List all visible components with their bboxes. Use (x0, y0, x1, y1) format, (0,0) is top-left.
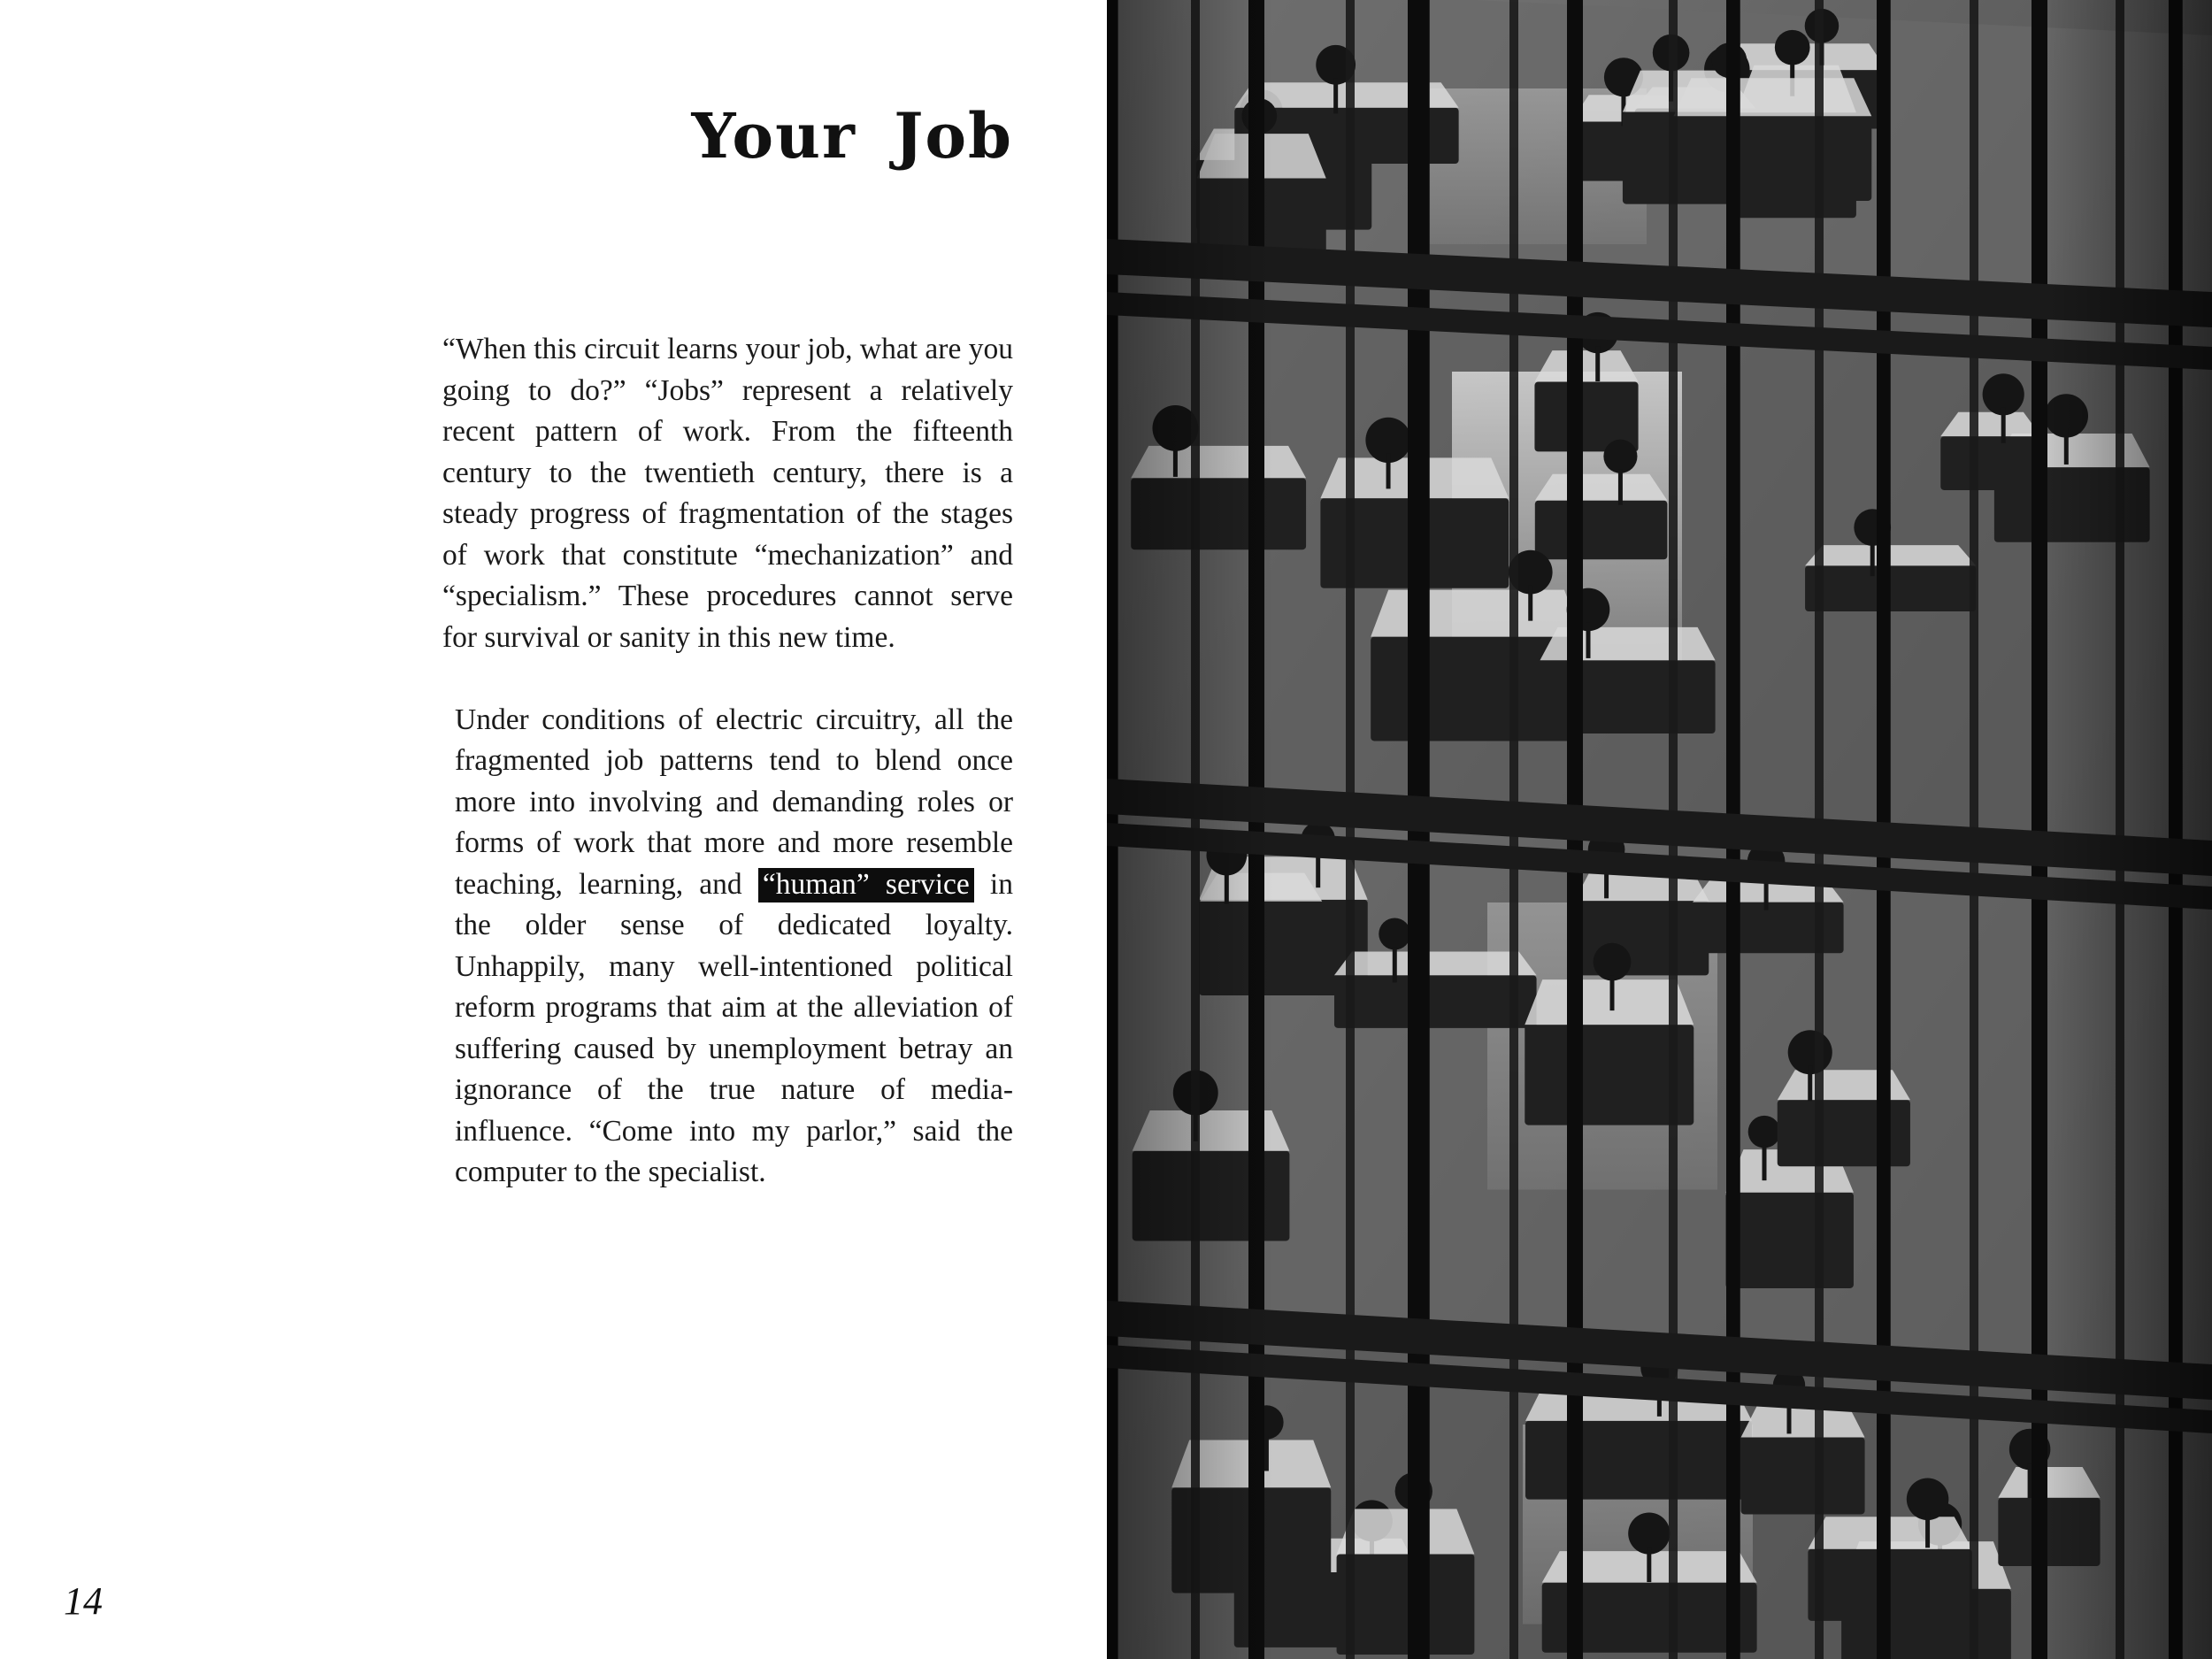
body-text (442, 329, 1013, 1194)
paragraph-2 (442, 700, 1013, 1194)
photo-illustration (1107, 0, 2212, 1659)
page-title: Your Job (691, 99, 1013, 173)
paragraph-2-tail: in the older sense of dedicated loyalty. Unhappily, many well-intentioned political reform programs that aim at the alleviation of suffering caused by unemployment betray an ignorance of the true nature of media-influence. “Come into my parlor,” said the computer to the specialist. (455, 867, 1013, 1188)
office-building-windows-photo (1107, 0, 2212, 1659)
highlighted-phrase: “human” service (758, 868, 974, 902)
paragraph-1: “When this circuit learns your job, what are you going to do?” “Jobs” represent a relatively recent pattern of work. From the fifteenth century to the twentieth century, there is a steady progress of fragmentation of the stages of work that constitute “mechanization” and “specialism.” These procedures cannot serve for survival or sanity in this new time. (442, 333, 1013, 654)
page-number: 14 (64, 1579, 103, 1623)
paragraph-2-lead: Under conditions of electric circuitry, all the fragmented job patterns tend to blend once more into involving and demanding roles or forms of work that more and more resemble teaching, learning, and (455, 703, 1013, 901)
